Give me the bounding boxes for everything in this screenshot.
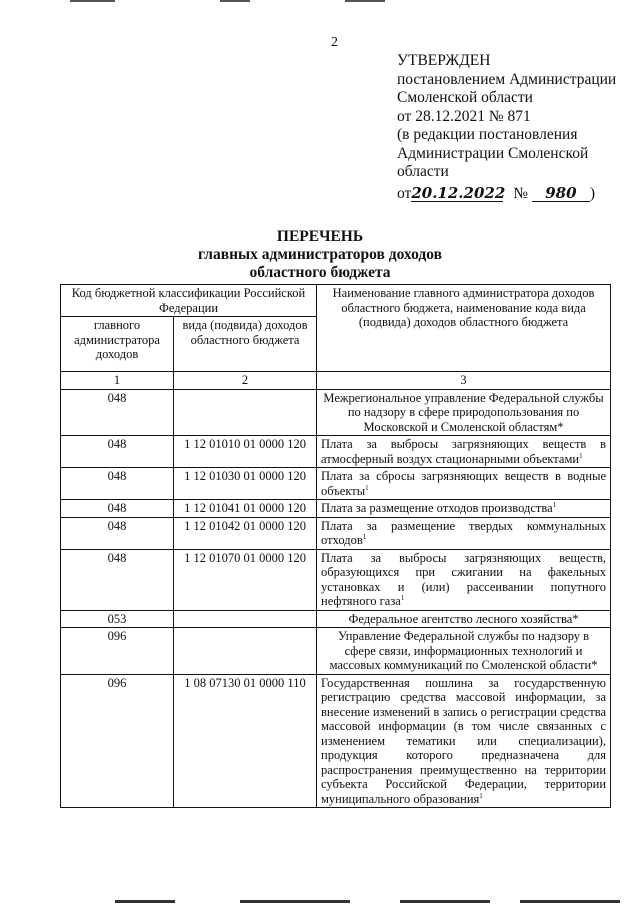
revenue-code: 1 08 07130 01 0000 110 [174, 674, 317, 808]
table-row [61, 674, 611, 808]
table-row [61, 610, 611, 628]
admin-code: 048 [61, 468, 174, 500]
heading-line: главных администраторов доходов [198, 246, 442, 263]
approval-line: области [397, 163, 449, 180]
admin-code: 096 [61, 628, 174, 675]
table-row [61, 500, 611, 518]
row-name [317, 436, 611, 468]
footnote-mark: 1 [579, 451, 583, 460]
row-name [317, 517, 611, 549]
admin-code: 048 [61, 436, 174, 468]
revenue-code: 1 12 01030 01 0000 120 [174, 468, 317, 500]
row-name-text: Плата за сбросы загрязняющих веществ в водные объекты [321, 469, 607, 498]
header-revenue: вида (подвида) доходов областного бюджета [174, 317, 317, 372]
revenue-code: 1 12 01042 01 0000 120 [174, 517, 317, 549]
row-name [317, 468, 611, 500]
heading-line: областного бюджета [249, 264, 391, 281]
admin-code: 048 [61, 549, 174, 610]
handwritten-number: 980 [532, 186, 590, 202]
scan-edge-mark [400, 900, 490, 903]
table-row [61, 389, 611, 436]
approval-date-line [397, 185, 632, 204]
number-prefix: № [513, 184, 528, 202]
header-code-group: Код бюджетной классификации Российской Федерации [61, 285, 317, 317]
footnote-mark: 1 [400, 593, 405, 602]
revenue-code [174, 628, 317, 675]
column-number: 1 [61, 372, 174, 390]
approval-line: Администрации Смоленской [397, 144, 589, 162]
table-header-row [61, 285, 611, 317]
date-prefix: от [397, 184, 412, 202]
row-name-text: Плата за выбросы загрязняющих веществ, образующихся при сжигании на факельных установках и (или) рассеивании попутного нефтяного газа [321, 550, 607, 608]
scan-edge-mark [520, 900, 620, 903]
admin-code: 048 [61, 517, 174, 549]
row-name-text: Государственная пошлина за государственную регистрацию средства массовой информации, за внесение изменений в запись о регистрации средства массовой информации (в том числе связанных с изменением тематики или специализации), продукция которого предназначена для распространения преимущественно на территории субъекта Российской Федерации, территории муниципального образования [321, 675, 607, 806]
revenue-code [174, 610, 317, 628]
revenue-code: 1 12 01070 01 0000 120 [174, 549, 317, 610]
row-name [317, 674, 611, 808]
document-heading [0, 228, 640, 282]
footnote-mark: 1 [479, 791, 483, 800]
revenue-code [174, 389, 317, 436]
row-name [317, 500, 611, 518]
heading-line: ПЕРЕЧЕНЬ [276, 228, 364, 245]
approval-line: от 28.12.2021 № 871 [397, 107, 531, 125]
row-name [317, 389, 611, 436]
row-name-text: Плата за размещение твердых коммунальных отходов [321, 518, 607, 547]
table-row [61, 549, 611, 610]
row-name-text: Управление Федеральной службы по надзору в сфере связи, информационных технологий и массовых коммуникаций по Смоленской области* [329, 629, 598, 672]
column-number: 3 [317, 372, 611, 390]
page-number: 2 [331, 35, 338, 50]
scan-edge-mark [70, 0, 115, 2]
row-name [317, 610, 611, 628]
row-name-text: Федеральное агентство лесного хозяйства* [348, 611, 579, 626]
approval-line: постановлением Администрации [397, 70, 617, 88]
approval-title: УТВЕРЖДЕН [397, 52, 491, 69]
admin-code: 048 [61, 389, 174, 436]
approval-line: Смоленской области [397, 89, 533, 106]
revenue-administrators-table [60, 284, 611, 808]
row-name [317, 549, 611, 610]
table-row [61, 468, 611, 500]
scan-edge-mark [115, 900, 175, 903]
handwritten-date: 20.12.2022 [411, 183, 506, 202]
row-name [317, 628, 611, 675]
approval-stamp [397, 52, 632, 203]
footnote-mark: 1 [362, 532, 367, 541]
footnote-mark: 1 [552, 500, 557, 509]
admin-code: 048 [61, 500, 174, 518]
footnote-mark: 1 [365, 483, 369, 492]
header-admin: главного администратора доходов [61, 317, 174, 372]
admin-code: 053 [61, 610, 174, 628]
admin-code: 096 [61, 674, 174, 808]
column-number: 2 [174, 372, 317, 390]
row-name-text: Плата за выбросы загрязняющих веществ в атмосферный воздух стационарными объектами [321, 437, 607, 466]
column-number-row [61, 372, 611, 390]
approval-line: (в редакции постановления [397, 126, 578, 143]
scan-edge-mark [345, 0, 385, 2]
close-paren: ) [589, 184, 596, 202]
scan-edge-mark [240, 900, 350, 903]
table-row [61, 628, 611, 675]
table-row [61, 517, 611, 549]
revenue-code: 1 12 01041 01 0000 120 [174, 500, 317, 518]
scan-edge-mark [220, 0, 250, 2]
row-name-text: Межрегиональное управление Федеральной службы по надзору в сфере природопользования по Московской и Смоленской областям* [323, 390, 604, 434]
table-row [61, 436, 611, 468]
row-name-text: Плата за размещение отходов производства [321, 501, 553, 515]
header-name: Наименование главного администратора доходов областного бюджета, наименование кода вида (подвида) доходов областного бюджета [317, 285, 611, 372]
revenue-code: 1 12 01010 01 0000 120 [174, 436, 317, 468]
